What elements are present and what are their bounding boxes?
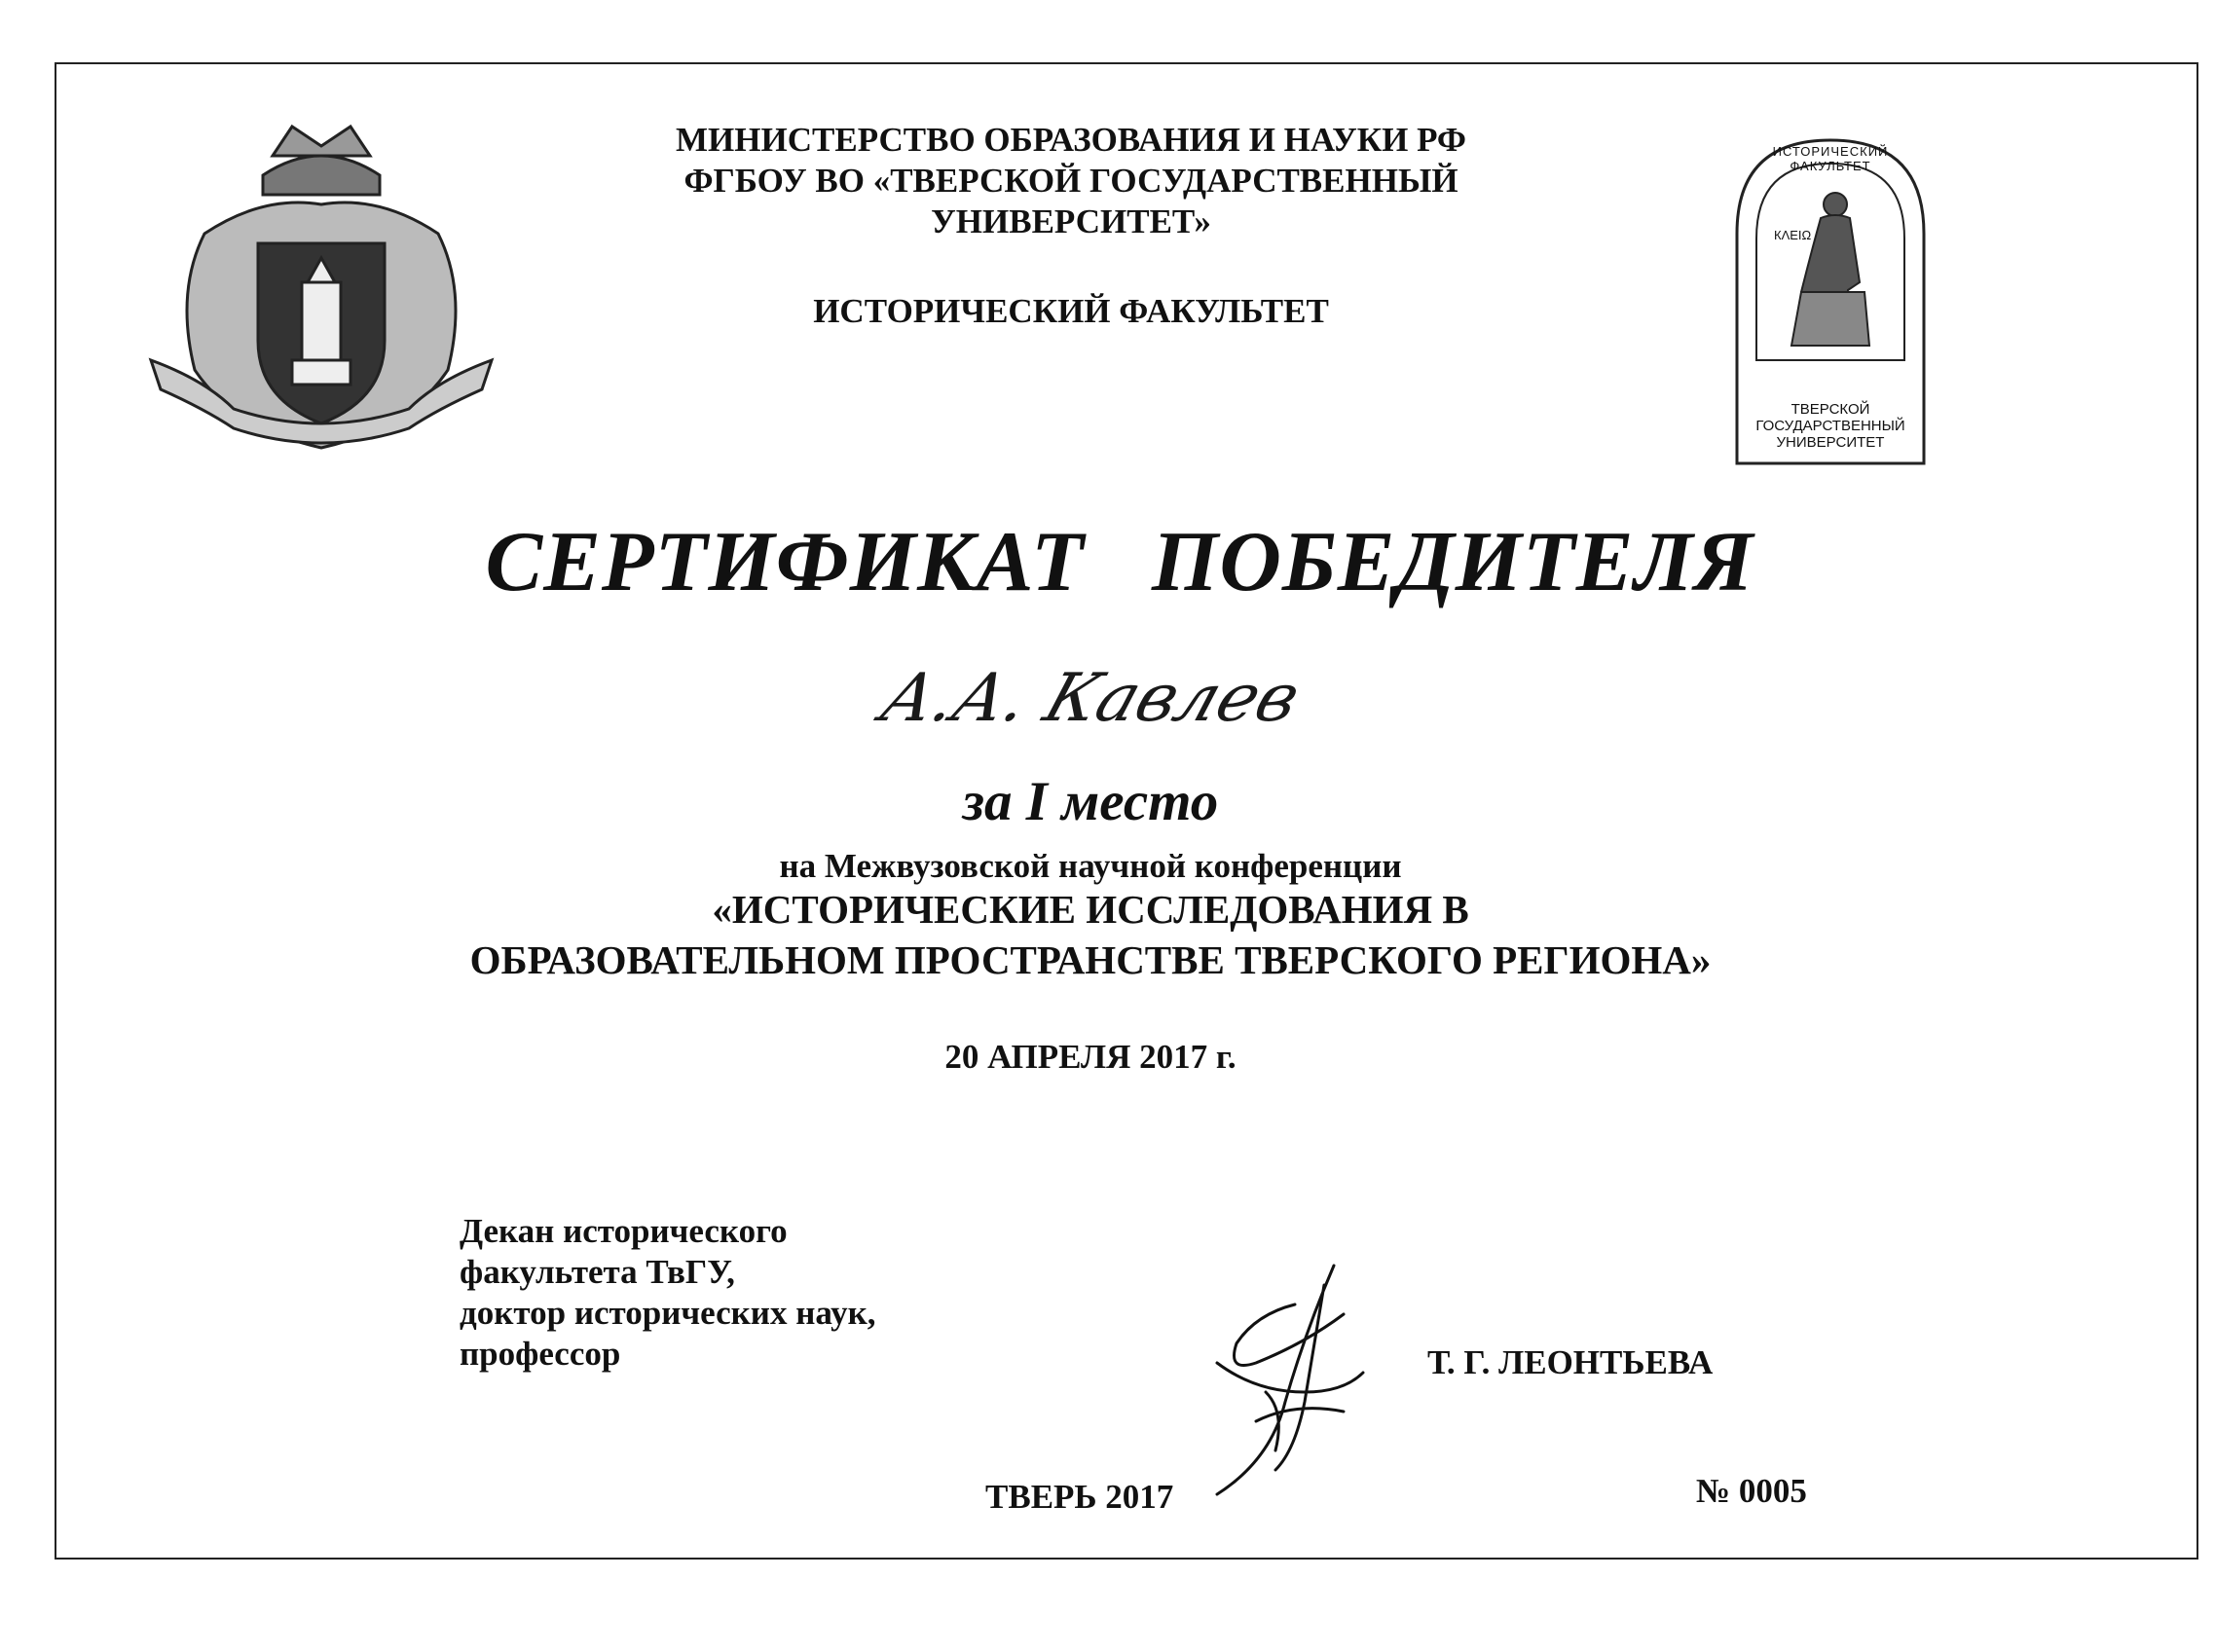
emblem-bottom-line-1: ТВЕРСКОЙ [1790, 401, 1870, 418]
coat-of-arms-icon [146, 117, 497, 467]
signatory-line-4: профессор [460, 1335, 621, 1373]
university-line-2: УНИВЕРСИТЕТ» [931, 202, 1211, 240]
emblem-arc-text: ИСТОРИЧЕСКИЙ ФАКУЛЬТЕТ [1772, 144, 1889, 173]
city-year: ТВЕРЬ 2017 [985, 1478, 1174, 1516]
topic-line-1: «ИСТОРИЧЕСКИЕ ИССЛЕДОВАНИЯ В [712, 887, 1469, 932]
signatory-title [460, 1211, 876, 1375]
conference-date: 20 АПРЕЛЯ 2017 г. [944, 1038, 1237, 1076]
signatory-line-2: факультета ТвГУ, [460, 1253, 735, 1291]
signatory-line-1: Декан исторического [460, 1212, 788, 1250]
faculty-name: ИСТОРИЧЕСКИЙ ФАКУЛЬТЕТ [813, 292, 1329, 330]
conference-intro: на Межвузовской научной конференции [779, 847, 1402, 885]
topic-line-2: ОБРАЗОВАТЕЛЬНОМ ПРОСТРАНСТВЕ ТВЕРСКОГО РЕГИОНА» [469, 937, 1712, 982]
signatory-line-3: доктор исторических наук, [460, 1294, 876, 1332]
signature-mark [1198, 1256, 1412, 1509]
ministry-line: МИНИСТЕРСТВО ОБРАЗОВАНИЯ И НАУКИ РФ [676, 121, 1466, 159]
university-line-1: ФГБОУ ВО «ТВЕРСКОЙ ГОСУДАРСТВЕННЫЙ [683, 162, 1458, 200]
emblem-bottom-line-3: УНИВЕРСИТЕТ [1776, 434, 1885, 451]
recipient-name: А.А. Кавлев [871, 660, 1310, 737]
faculty-emblem [1733, 136, 1928, 467]
certificate-number: № 0005 [1696, 1472, 1807, 1510]
certificate-title: СЕРТИФИКАТ ПОБЕДИТЕЛЯ [485, 515, 1754, 609]
emblem-bottom-line-2: ГОСУДАРСТВЕННЫЙ [1755, 418, 1905, 434]
emblem-bottom-text [1733, 401, 1928, 451]
emblem-muse-text: КΛΕΙΩ [1774, 228, 1812, 242]
place-awarded: за I место [962, 771, 1219, 832]
conference-topic [292, 884, 1889, 985]
signatory-name: Т. Г. ЛЕОНТЬЕВА [1427, 1343, 1714, 1381]
